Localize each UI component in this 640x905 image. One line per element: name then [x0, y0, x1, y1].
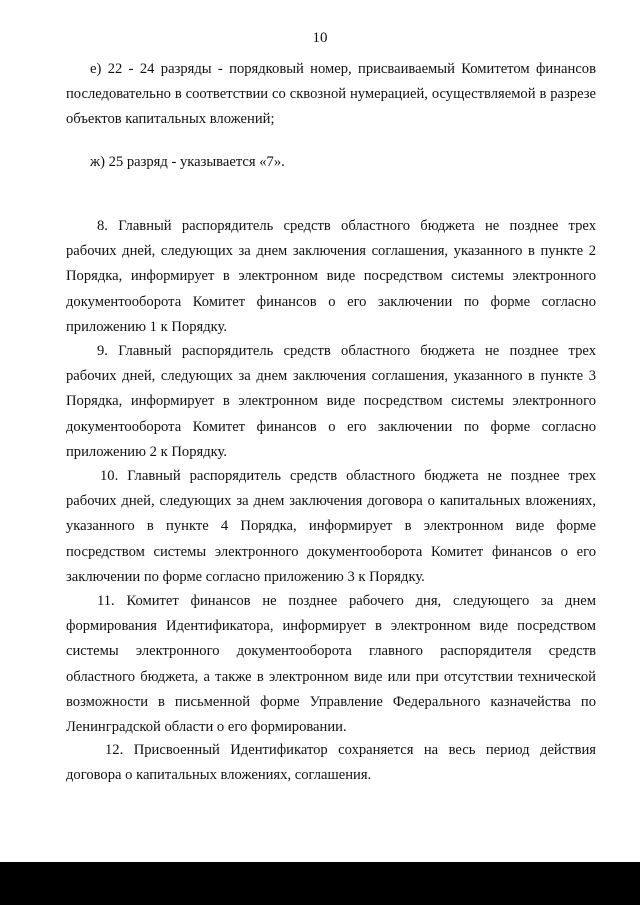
page-number: 10 — [312, 30, 328, 46]
paragraph-11: 11. Комитет финансов не позднее рабочего дня, следующего за днем формирования Идентификатора, информирует в электронном виде посредством системы электронного документооборота главного распорядителя средств областного бюджета, а также в электронном виде или при отсутствии технической возможности в письменной форме Управление Федерального казначейства по Ленинградской области о его формировании. — [66, 593, 596, 736]
scan-bottom-border — [0, 862, 640, 905]
paragraph-10: 10. Главный распорядитель средств областного бюджета не позднее трех рабочих дней, следующих за днем заключения договора о капитальных вложениях, указанного в пункте 4 Порядка, информирует в электронном виде форме посредством системы электронного документооборота Комитет финансов о его заключении по форме согласно приложению 3 к Порядку. — [66, 468, 596, 585]
paragraph-12: 12. Присвоенный Идентификатор сохраняется на весь период действия договора о капитальных вложениях, соглашения. — [66, 742, 596, 784]
paragraph-zh: ж) 25 разряд - указывается «7». — [90, 154, 285, 170]
paragraph-8: 8. Главный распорядитель средств областного бюджета не позднее трех рабочих дней, следующих за днем заключения соглашения, указанного в пункте 2 Порядка, информирует в электронном виде посредством системы электронного документооборота Комитет финансов о его заключении по форме согласно приложению 1 к Порядку. — [66, 218, 596, 335]
paragraph-9: 9. Главный распорядитель средств областного бюджета не позднее трех рабочих дней, следующих за днем заключения соглашения, указанного в пункте 3 Порядка, информирует в электронном виде посредством системы электронного документооборота Комитет финансов о его заключении по форме согласно приложению 2 к Порядку. — [66, 343, 596, 460]
paragraph-e: е) 22 - 24 разряды - порядковый номер, присваиваемый Комитетом финансов последовательно в соответствии со сквозной нумерацией, осуществляемой в разрезе объектов капитальных вложений; — [66, 61, 596, 128]
